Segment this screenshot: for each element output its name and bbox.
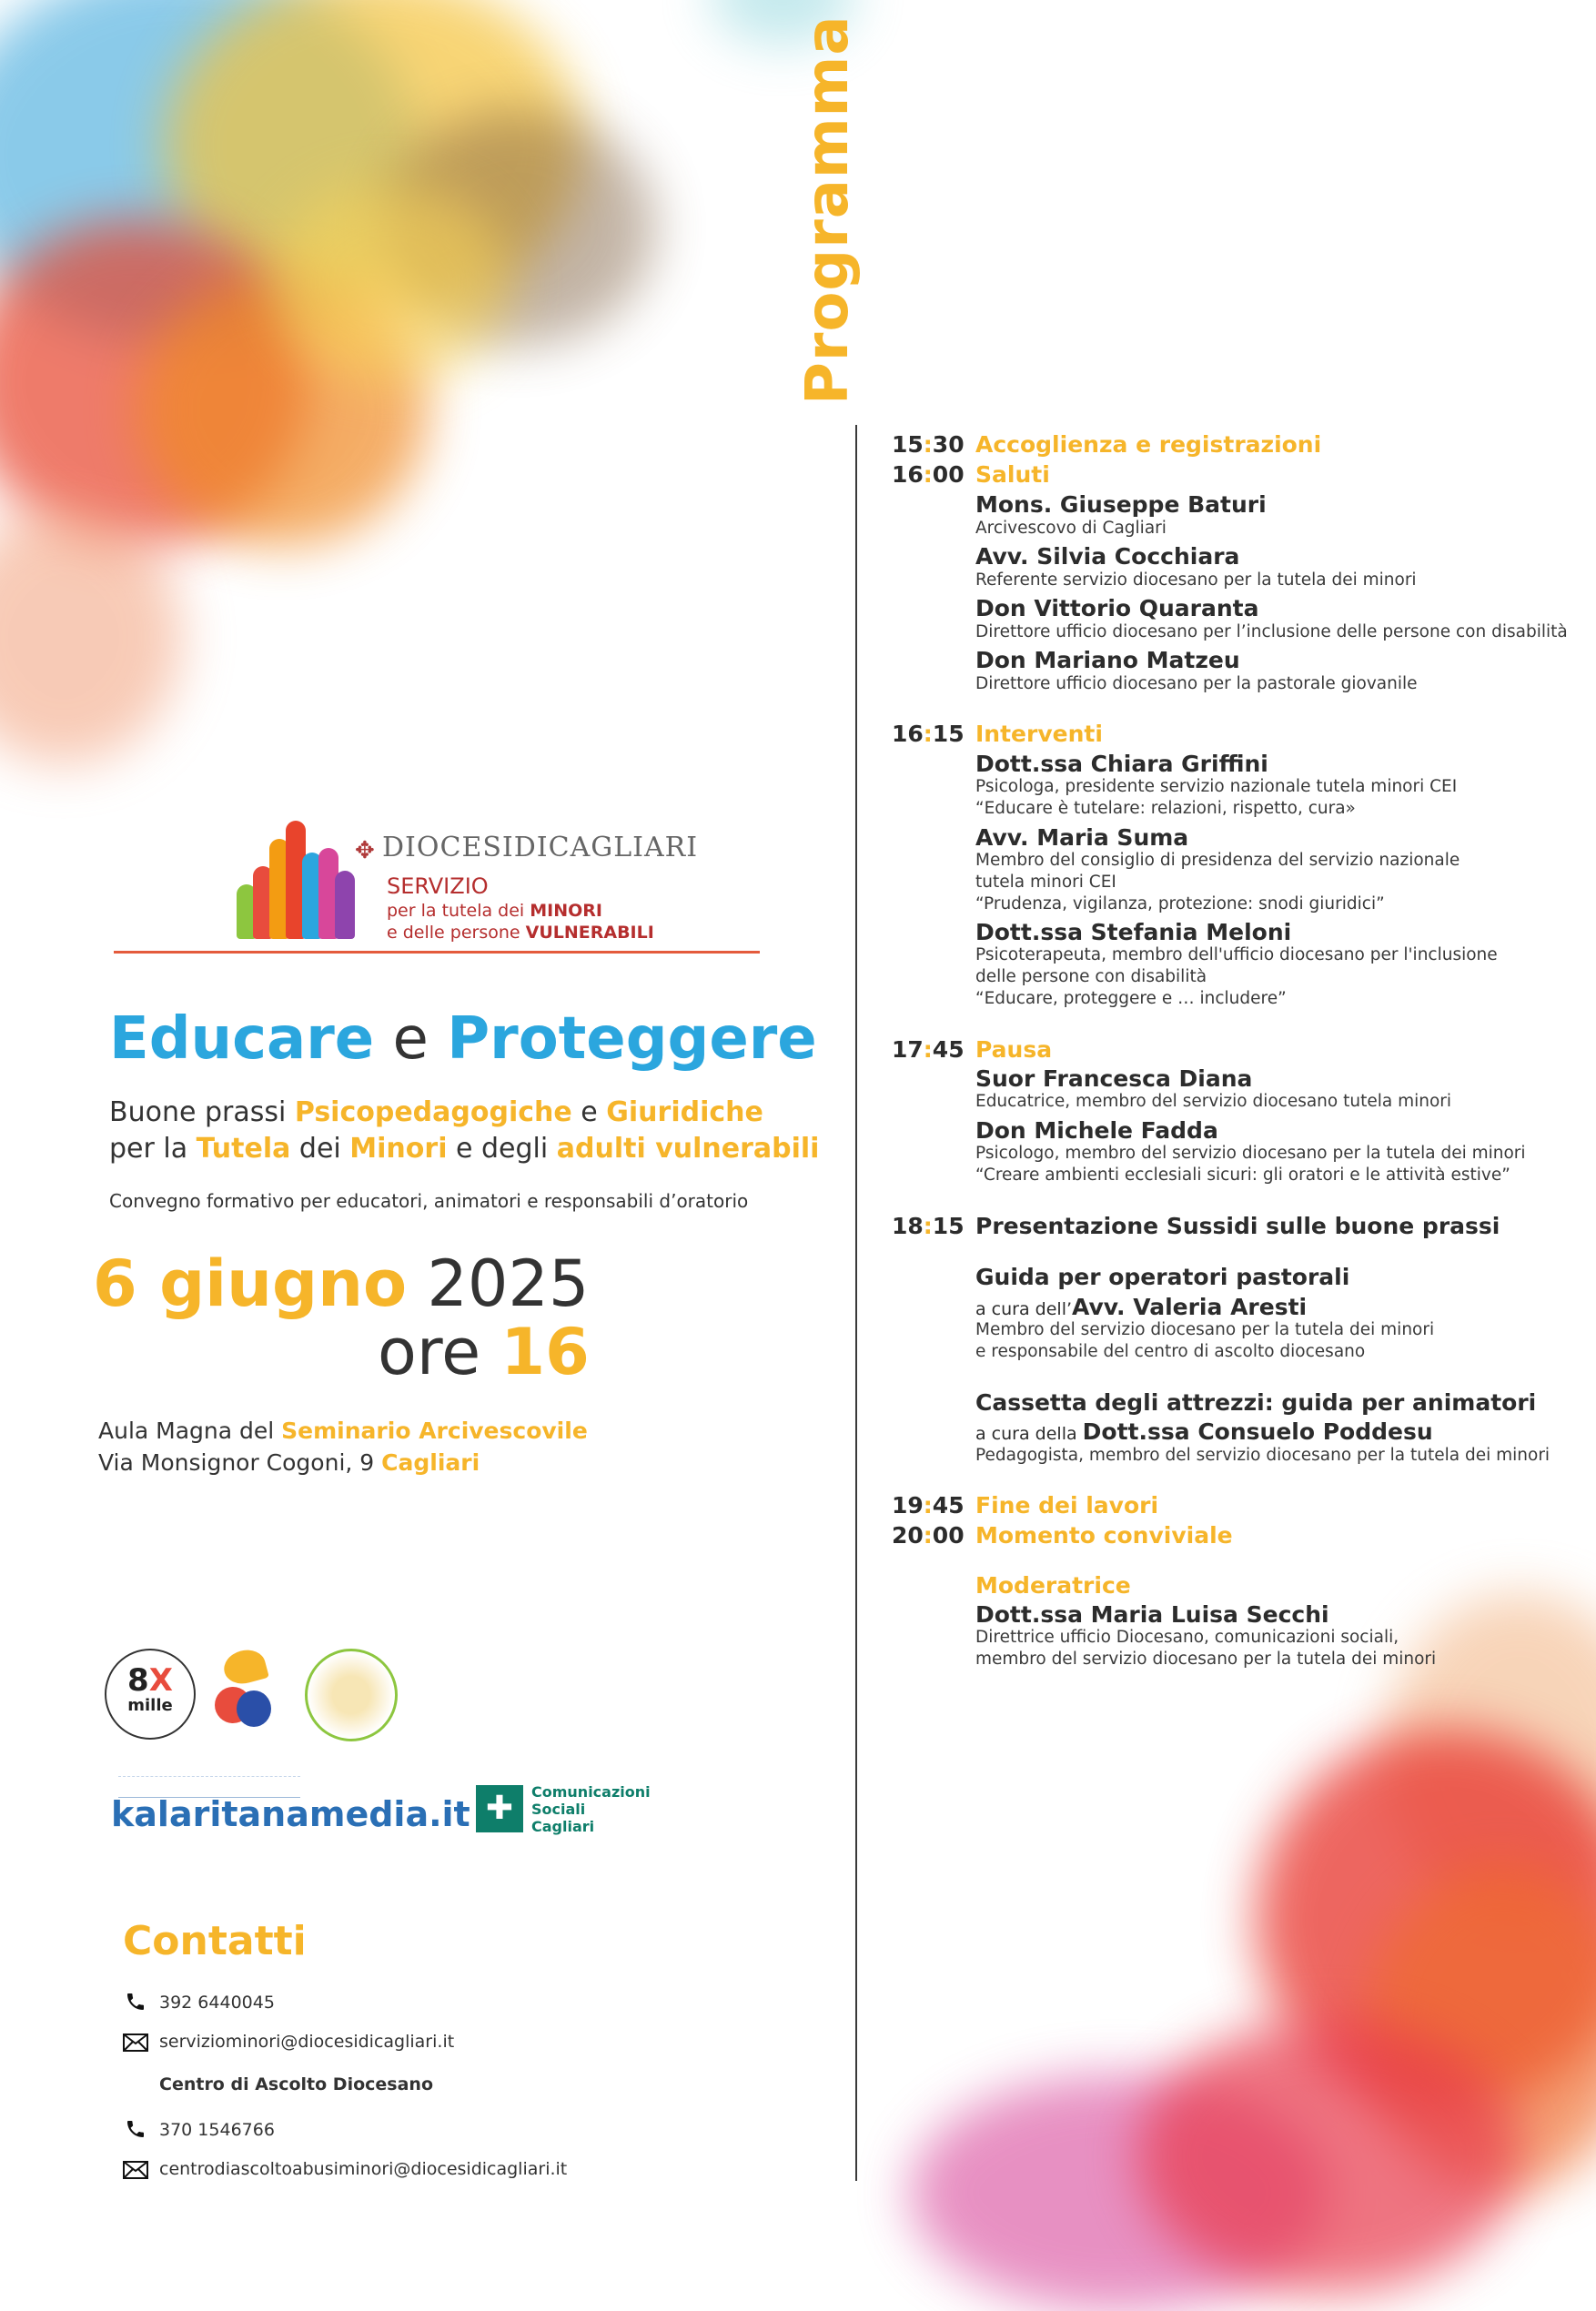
time-1600: 16:00	[892, 461, 965, 488]
speaker-name: Suor Francesca Diana	[975, 1065, 1253, 1092]
moderatrice-label: Moderatrice	[975, 1572, 1131, 1599]
contact-email-1[interactable]: serviziominori@diocesidicagliari.it	[159, 2032, 455, 2052]
speaker-name: Don Mariano Matzeu	[975, 647, 1240, 673]
program-divider	[855, 425, 857, 2181]
event-date: 6 giugno 2025	[93, 1246, 590, 1321]
speaker-name: Don Vittorio Quaranta	[975, 595, 1259, 621]
speaker-name: Dott.ssa Chiara Griffini	[975, 751, 1268, 777]
time-1745: 17:45	[892, 1036, 965, 1063]
diocese-logo	[109, 819, 764, 964]
item-fine-lavori: Fine dei lavori	[975, 1492, 1159, 1519]
subtitle-line1: Buone prassi Psicopedagogiche e Giuridiche	[109, 1096, 763, 1128]
time-1530: 15:30	[892, 431, 965, 458]
talk-title: “Educare, proteggere e … includere”	[975, 989, 1287, 1008]
comunicazioni-sociali-icon: ✚	[476, 1785, 523, 1832]
phone-icon	[123, 1991, 148, 2013]
item-pausa: Pausa	[975, 1036, 1053, 1063]
contacts-title: Contatti	[123, 1918, 307, 1964]
kalaritana-logo: kalaritanamedia.it	[111, 1794, 470, 1834]
moderatrice-role: membro del servizio diocesano per la tutela dei minori	[975, 1650, 1437, 1669]
speaker-name: Dott.ssa Stefania Meloni	[975, 919, 1292, 945]
speaker-name: Avv. Silvia Cocchiara	[975, 543, 1240, 570]
speaker-name: Mons. Giuseppe Baturi	[975, 491, 1267, 518]
item-saluti: Saluti	[975, 461, 1050, 488]
servizio-label: SERVIZIO	[387, 873, 489, 899]
speaker-role: Psicoterapeuta, membro dell'ufficio diocesano per l'inclusione	[975, 945, 1498, 964]
item-interventi: Interventi	[975, 721, 1103, 747]
sussidio-title: Guida per operatori pastorali	[975, 1264, 1350, 1290]
venue-line2: Via Monsignor Cogoni, 9 Cagliari	[98, 1449, 480, 1476]
speaker-role: tutela minori CEI	[975, 873, 1116, 892]
speaker-role: Direttore ufficio diocesano per la pastorale giovanile	[975, 674, 1418, 693]
hands-icon	[237, 819, 364, 955]
inclusione-logo	[305, 1649, 398, 1741]
speaker-role: Membro del consiglio di presidenza del servizio nazionale	[975, 851, 1460, 870]
item-accoglienza: Accoglienza e registrazioni	[975, 431, 1322, 458]
item-momento-conviviale: Momento conviviale	[975, 1522, 1233, 1549]
item-presentazione-sussidi: Presentazione Sussidi sulle buone prassi	[975, 1213, 1500, 1239]
servizio-line2: e delle persone VULNERABILI	[387, 923, 654, 943]
mail-icon	[123, 2159, 148, 2181]
mail-icon	[123, 2032, 148, 2054]
main-title: Educare e Proteggere	[109, 1005, 817, 1073]
cross-icon: ✥	[355, 837, 375, 864]
speaker-name: Avv. Maria Suma	[975, 824, 1189, 851]
speaker-name: Don Michele Fadda	[975, 1117, 1218, 1144]
author-role: Membro del servizio diocesano per la tutela dei minori	[975, 1320, 1435, 1339]
subtitle-line2: per la Tutela dei Minori e degli adulti vulnerabili	[109, 1133, 820, 1165]
sussidio-author: a cura dell’Avv. Valeria Aresti	[975, 1294, 1308, 1320]
author-role: e responsabile del centro di ascolto diocesano	[975, 1342, 1366, 1361]
speaker-role: Direttore ufficio diocesano per l’inclusione delle persone con disabilità	[975, 622, 1568, 641]
jubilee-logo	[211, 1649, 275, 1731]
talk-title: “Educare è tutelare: relazioni, rispetto, cura»	[975, 799, 1356, 818]
phone-icon	[123, 2118, 148, 2140]
speaker-role: Arcivescovo di Cagliari	[975, 519, 1167, 538]
speaker-role: delle persone con disabilità	[975, 967, 1207, 986]
talk-title: “Prudenza, vigilanza, protezione: snodi giuridici”	[975, 894, 1385, 913]
time-1815: 18:15	[892, 1213, 965, 1239]
time-2000: 20:00	[892, 1522, 965, 1549]
time-1615: 16:15	[892, 721, 965, 747]
contact-email-2[interactable]: centrodiascoltoabusiminori@diocesidicagliari.it	[159, 2159, 568, 2179]
sussidio-author: a cura della Dott.ssa Consuelo Poddesu	[975, 1418, 1433, 1445]
talk-title: “Creare ambienti ecclesiali sicuri: gli oratori e le attività estive”	[975, 1166, 1510, 1185]
logo-divider	[114, 951, 760, 954]
tagline: Convegno formativo per educatori, animatori e responsabili d’oratorio	[109, 1190, 749, 1212]
servizio-line1: per la tutela dei MINORI	[387, 901, 602, 921]
moderatrice-name: Dott.ssa Maria Luisa Secchi	[975, 1601, 1329, 1628]
venue-line1: Aula Magna del Seminario Arcivescovile	[98, 1418, 588, 1444]
sussidio-title: Cassetta degli attrezzi: guida per animatori	[975, 1389, 1537, 1416]
vertical-title: Programma	[794, 15, 862, 405]
author-role: Pedagogista, membro del servizio diocesano per la tutela dei minori	[975, 1446, 1551, 1465]
contact-phone-2[interactable]: 370 1546766	[159, 2120, 275, 2140]
contact-phone-1[interactable]: 392 6440045	[159, 1993, 275, 2013]
diocese-name: DIOCESIDICAGLIARI	[382, 832, 699, 863]
speaker-role: Psicologa, presidente servizio nazionale tutela minori CEI	[975, 777, 1458, 796]
8xmille-logo: 8X mille	[105, 1649, 196, 1740]
event-time: ore 16	[378, 1315, 590, 1389]
time-1945: 19:45	[892, 1492, 965, 1519]
comunicazioni-sociali-logo: Comunicazioni Sociali Cagliari	[531, 1783, 651, 1835]
speaker-role: Referente servizio diocesano per la tutela dei minori	[975, 570, 1417, 590]
centro-ascolto-label: Centro di Ascolto Diocesano	[159, 2074, 433, 2094]
speaker-role: Educatrice, membro del servizio diocesano tutela minori	[975, 1092, 1452, 1111]
moderatrice-role: Direttrice ufficio Diocesano, comunicazioni sociali,	[975, 1628, 1399, 1647]
speaker-role: Psicologo, membro del servizio diocesano per la tutela dei minori	[975, 1144, 1526, 1163]
